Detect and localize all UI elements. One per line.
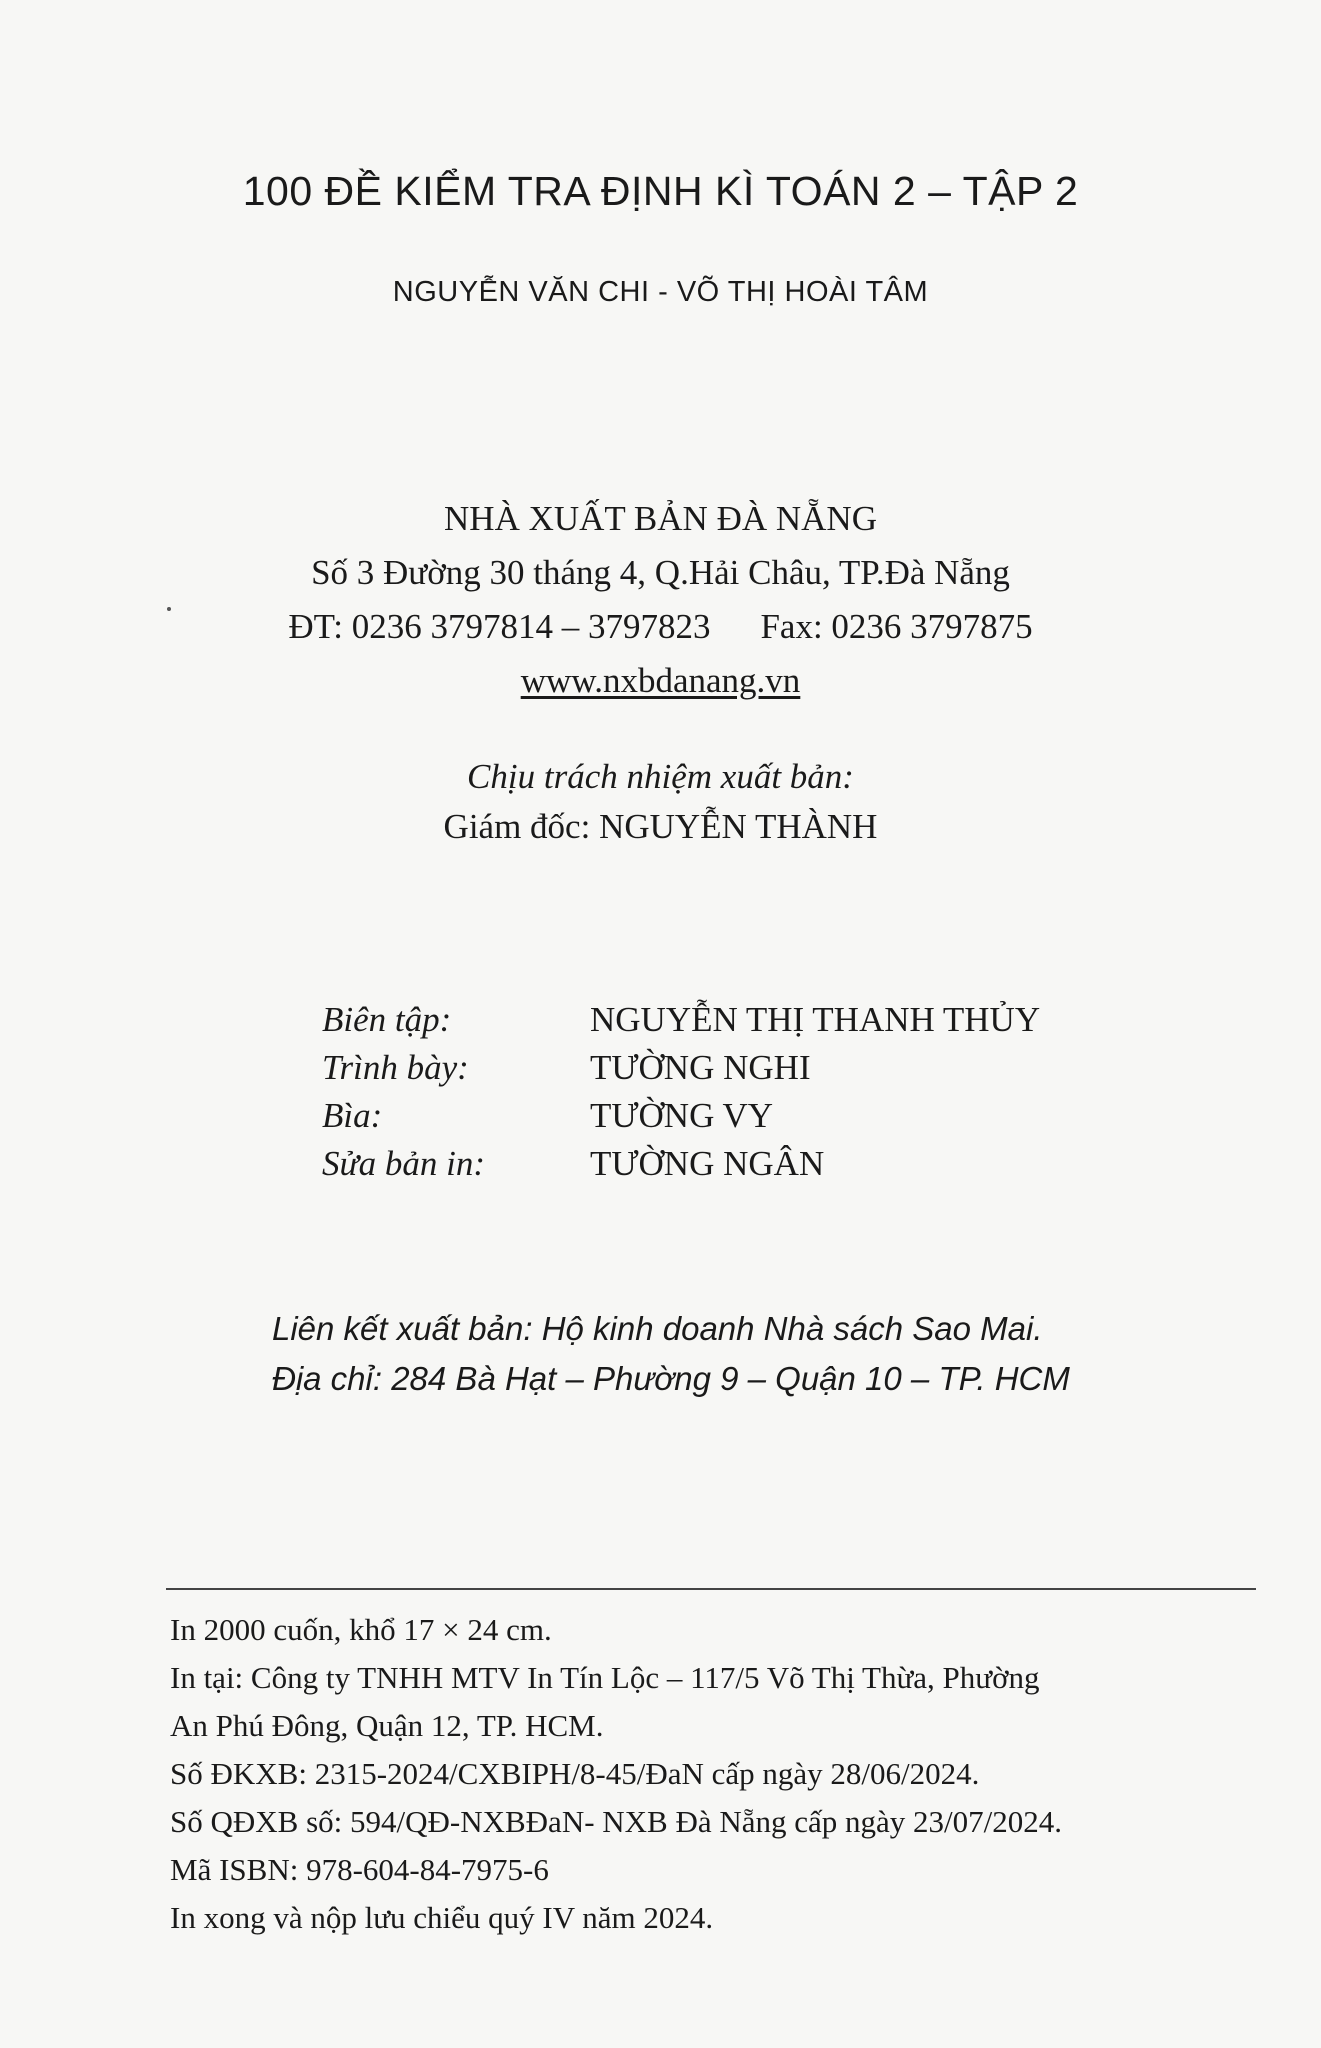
print-info-line: In 2000 cuốn, khổ 17 × 24 cm. xyxy=(170,1612,552,1647)
credit-row-cover xyxy=(322,1092,1040,1140)
print-info-line: Số QĐXB số: 594/QĐ-NXBĐaN- NXB Đà Nẵng cấp ngày 23/07/2024. xyxy=(170,1804,1063,1839)
director-line: Giám đốc: NGUYỄN THÀNH xyxy=(443,807,878,846)
credits-list xyxy=(322,996,1040,1188)
publisher-website-link[interactable]: www.nxbdanang.vn xyxy=(520,661,801,700)
responsibility-block xyxy=(0,752,1321,852)
book-authors: NGUYỄN VĂN CHI - VÕ THỊ HOÀI TÂM xyxy=(392,276,929,308)
publisher-address: Số 3 Đường 30 tháng 4, Q.Hải Châu, TP.Đà Nẵng xyxy=(311,553,1010,592)
credit-role: Trình bày: xyxy=(322,1048,469,1087)
print-info-line: In xong và nộp lưu chiểu quý IV năm 2024. xyxy=(170,1900,714,1935)
credit-role: Biên tập: xyxy=(322,1000,452,1039)
partner-line: Liên kết xuất bản: Hộ kinh doanh Nhà sách Sao Mai. xyxy=(272,1310,1043,1347)
credit-role: Bìa: xyxy=(322,1096,383,1135)
credit-name: NGUYỄN THỊ THANH THỦY xyxy=(590,1000,1041,1039)
publisher-block xyxy=(0,492,1321,708)
credit-row-editor xyxy=(322,996,1040,1044)
credit-name: TƯỜNG NGÂN xyxy=(590,1144,825,1183)
print-info-line: Số ĐKXB: 2315-2024/CXBIPH/8-45/ĐaN cấp ngày 28/06/2024. xyxy=(170,1756,980,1791)
print-info xyxy=(170,1606,1260,1942)
print-info-line: In tại: Công ty TNHH MTV In Tín Lộc – 117/5 Võ Thị Thừa, Phường xyxy=(170,1660,1040,1695)
book-title: 100 ĐỀ KIỂM TRA ĐỊNH KÌ TOÁN 2 – TẬP 2 xyxy=(242,168,1079,214)
partner-address: Địa chỉ: 284 Bà Hạt – Phường 9 – Quận 10 – TP. HCM xyxy=(272,1360,1070,1397)
publisher-name: NHÀ XUẤT BẢN ĐÀ NẴNG xyxy=(444,499,877,538)
credit-name: TƯỜNG VY xyxy=(590,1096,774,1135)
publisher-contact xyxy=(0,600,1321,654)
publisher-website-line xyxy=(0,654,1321,708)
print-info-line: An Phú Đông, Quận 12, TP. HCM. xyxy=(170,1708,604,1743)
partner-block xyxy=(272,1304,1070,1404)
credit-role: Sửa bản in: xyxy=(322,1144,485,1183)
credit-row-proofreader xyxy=(322,1140,1040,1188)
print-info-line: Mã ISBN: 978-604-84-7975-6 xyxy=(170,1852,549,1887)
credit-row-layout xyxy=(322,1044,1040,1092)
publisher-fax: Fax: 0236 3797875 xyxy=(760,607,1033,646)
credit-name: TƯỜNG NGHI xyxy=(590,1048,811,1087)
responsibility-label: Chịu trách nhiệm xuất bản: xyxy=(467,757,854,796)
publisher-phone: ĐT: 0236 3797814 – 3797823 xyxy=(288,607,711,646)
divider xyxy=(166,1588,1256,1590)
